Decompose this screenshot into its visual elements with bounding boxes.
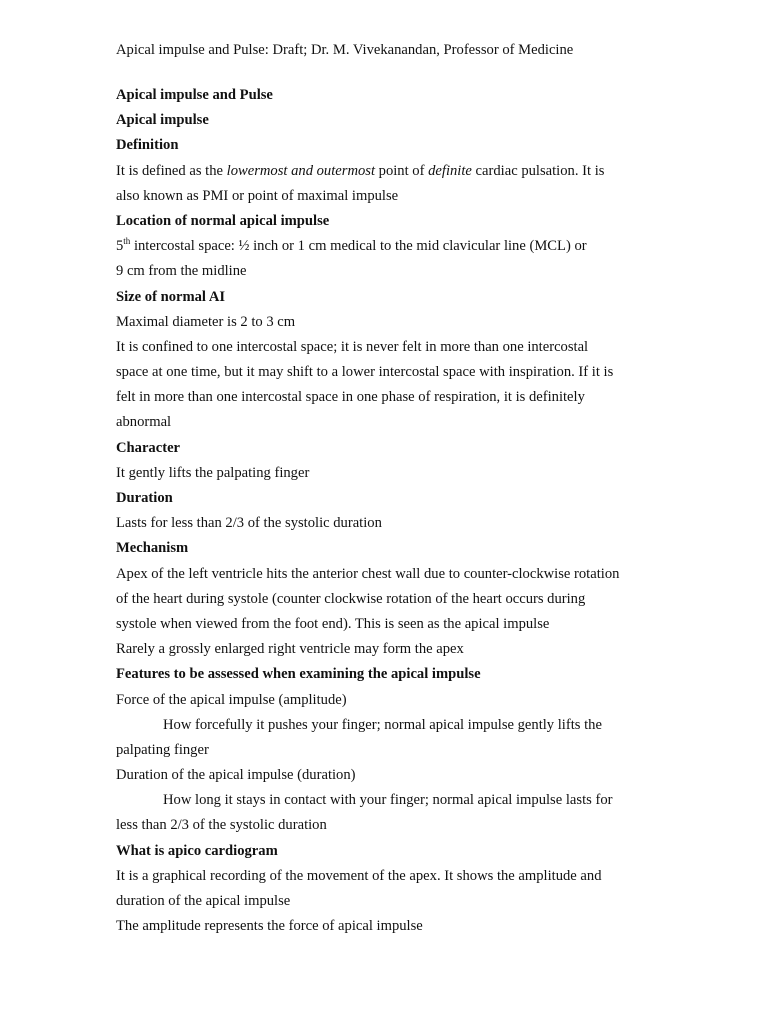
features-line-2: How forcefully it pushes your finger; normal apical impulse gently lifts the bbox=[163, 716, 602, 733]
size-line-3: space at one time, but it may shift to a lower intercostal space with inspiration. If it is bbox=[116, 364, 614, 381]
features-line-1: Force of the apical impulse (amplitude) bbox=[116, 691, 347, 708]
heading-mechanism: Mechanism bbox=[116, 540, 189, 557]
heading-features: Features to be assessed when examining the apical impulse bbox=[116, 666, 481, 683]
features-line-4: Duration of the apical impulse (duration) bbox=[116, 767, 356, 784]
heading-size: Size of normal AI bbox=[116, 288, 226, 305]
text-span: point of bbox=[375, 162, 429, 179]
character-line-1: It gently lifts the palpating finger bbox=[116, 464, 310, 481]
emphasis-definite: definite bbox=[428, 162, 472, 179]
text-span: cardiac pulsation. It is bbox=[471, 162, 605, 179]
size-line-1: Maximal diameter is 2 to 3 cm bbox=[116, 313, 296, 330]
location-line-1 bbox=[116, 234, 658, 259]
heading-location: Location of normal apical impulse bbox=[116, 212, 330, 229]
mechanism-line-4: Rarely a grossly enlarged right ventricle may form the apex bbox=[116, 641, 464, 658]
document-title: Apical impulse and Pulse bbox=[116, 87, 273, 103]
size-line-4: felt in more than one intercostal space in one phase of respiration, it is definitely bbox=[116, 389, 585, 406]
definition-line-1 bbox=[116, 159, 658, 184]
emphasis-lowermost: lowermost and outermost bbox=[226, 162, 376, 179]
cardiogram-line-2: duration of the apical impulse bbox=[116, 893, 291, 909]
heading-definition: Definition bbox=[116, 137, 179, 154]
ordinal-suffix: th bbox=[123, 236, 131, 247]
features-line-3: palpating finger bbox=[116, 741, 209, 758]
heading-character: Character bbox=[116, 439, 181, 456]
size-line-5: abnormal bbox=[116, 414, 172, 431]
definition-line-2: also known as PMI or point of maximal impulse bbox=[116, 187, 399, 204]
cardiogram-line-1: It is a graphical recording of the movement of the apex. It shows the amplitude and bbox=[116, 867, 602, 884]
cardiogram-line-3: The amplitude represents the force of apical impulse bbox=[116, 918, 423, 935]
duration-line-1: Lasts for less than 2/3 of the systolic duration bbox=[116, 515, 382, 532]
mechanism-line-3: systole when viewed from the foot end). This is seen as the apical impulse bbox=[116, 615, 550, 632]
mechanism-line-1: Apex of the left ventricle hits the anterior chest wall due to counter-clockwise rotation bbox=[116, 565, 620, 582]
heading-apico-cardiogram: What is apico cardiogram bbox=[116, 842, 278, 859]
text-span: It is defined as the bbox=[116, 162, 227, 179]
location-line-2: 9 cm from the midline bbox=[116, 263, 247, 280]
ordinal-number: 5 bbox=[116, 238, 124, 255]
text-span: intercostal space: ½ inch or 1 cm medical to the mid clavicular line (MCL) or bbox=[130, 238, 587, 255]
heading-duration: Duration bbox=[116, 490, 173, 506]
section-heading-apical-impulse: Apical impulse bbox=[116, 112, 209, 129]
mechanism-line-2: of the heart during systole (counter clockwise rotation of the heart occurs during bbox=[116, 590, 586, 607]
running-header: Apical impulse and Pulse: Draft; Dr. M. Vivekanandan, Professor of Medicine bbox=[116, 42, 574, 58]
size-line-2: It is confined to one intercostal space; it is never felt in more than one intercostal bbox=[116, 338, 589, 355]
features-line-5: How long it stays in contact with your finger; normal apical impulse lasts for bbox=[163, 792, 613, 809]
features-line-6: less than 2/3 of the systolic duration bbox=[116, 817, 327, 834]
